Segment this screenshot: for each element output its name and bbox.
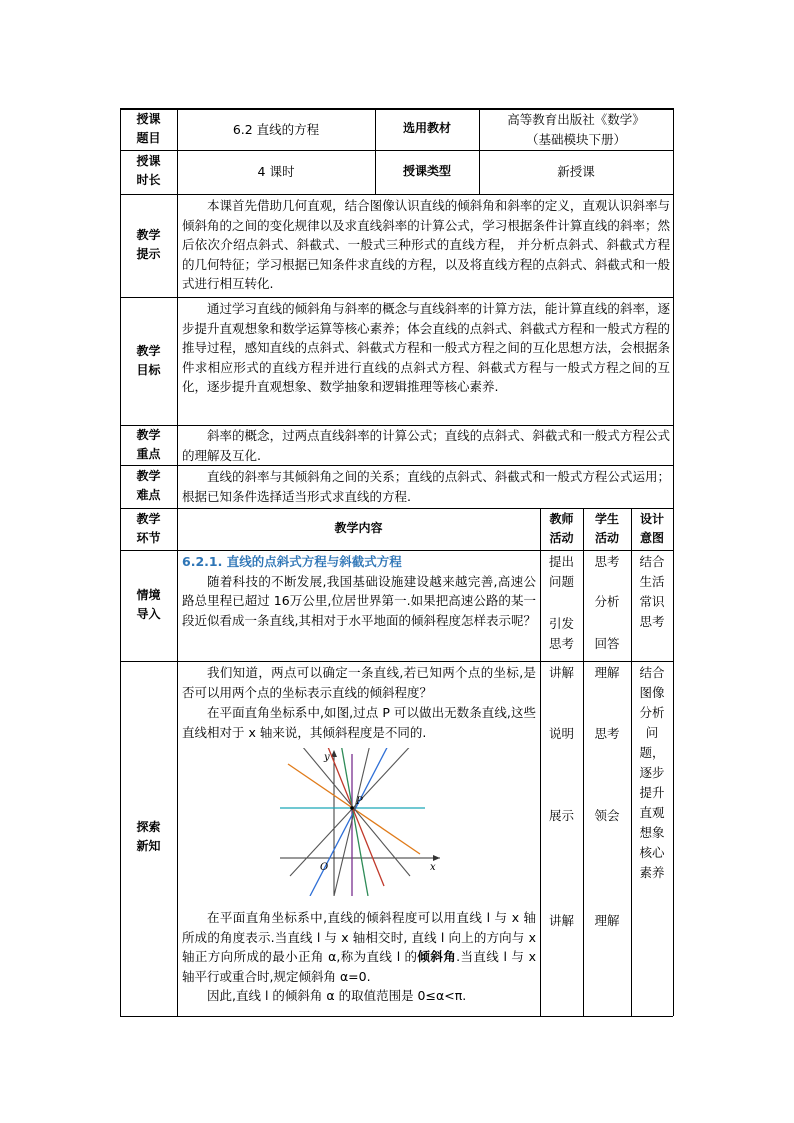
head-content: 教学内容	[334, 521, 383, 535]
row2-p3	[182, 908, 536, 986]
row2-p2: 在平面直角坐标系中,如图,过点 P 可以做出无数条直线,这些直线相对于 x 轴来说，其倾斜程度是不同的.	[182, 705, 536, 740]
diff-label: 教学 难点	[136, 469, 161, 502]
head-teacher: 教师 活动	[549, 512, 574, 545]
row2-step: 探索 新知	[136, 820, 161, 853]
row2-teacher-0: 讲解	[548, 665, 574, 680]
head-design: 设计 意图	[639, 512, 664, 545]
topic-label: 授课 题目	[136, 112, 161, 145]
point-p-label: P	[356, 796, 363, 807]
row1-student-c: 回答	[594, 636, 620, 651]
goal-text: 通过学习直线的倾斜角与斜率的概念与直线斜率的计算方法，能计算直线的斜率，逐步提升直观想象和数学运算等核心素养；体会直线的点斜式、斜截式方程和一般式方程的推导过程，感知直线的点斜式、斜截式方程和一般式方程之间的互化思想方法，会根据条件求相应形式的直线方程并进行直线的点斜式方程、斜截式方程与一般式方程之间的互化，逐步提升直观想象、数学抽象和逻辑推理等核心素养.	[182, 301, 670, 395]
row2-teacher-2: 展示	[548, 808, 574, 823]
type-label: 授课类型	[402, 164, 451, 178]
row1-section-title: 6.2.1. 直线的点斜式方程与斜截式方程	[182, 554, 402, 569]
row2-p3-bold: 倾斜角	[417, 949, 457, 965]
hours-label: 授课 时长	[136, 154, 161, 187]
origin-label: O	[320, 862, 329, 873]
row1-student-b: 分析	[594, 594, 620, 609]
key-text: 斜率的概念，过两点直线斜率的计算公式；直线的点斜式、斜截式和一般式方程公式的理解及互化.	[182, 428, 670, 463]
goal-label: 教学 目标	[136, 344, 161, 377]
point-p	[350, 806, 354, 810]
row1-design: 结合 生活 常识 思考	[639, 554, 665, 629]
textbook-label: 选用教材	[402, 121, 451, 135]
row2-student-3: 理解	[594, 913, 620, 928]
row2-teacher-1: 说明	[548, 726, 574, 741]
row1-teacher-b: 引发 思考	[548, 616, 574, 651]
topic-value: 6.2 直线的方程	[232, 122, 320, 137]
hours-value: 4 课时	[257, 164, 295, 179]
line-red	[326, 748, 384, 886]
type-value: 新授课	[557, 164, 595, 179]
row1-teacher-a: 提出 问题	[548, 554, 574, 589]
slope-lines-figure	[280, 748, 440, 896]
row1-step: 情境 导入	[136, 588, 161, 621]
row2-p4: 因此,直线 l 的倾斜角 α 的取值范围是 0≤α<π.	[207, 988, 467, 1003]
x-axis-arrow-icon	[433, 855, 440, 861]
textbook-value: 高等教育出版社《数学》 （基础模块下册）	[507, 112, 645, 147]
row2-p1: 我们知道，两点可以确定一条直线,若已知两个点的坐标,是否可以用两个点的坐标表示直线的倾斜程度？	[182, 665, 536, 700]
row2-design: 结合 图像 分析 问 题， 逐步 提升 直观 想象 核心 素养	[639, 665, 665, 880]
head-step: 教学 环节	[136, 512, 161, 545]
row2-teacher-3: 讲解	[548, 913, 574, 928]
head-student: 学生 活动	[594, 512, 619, 545]
row2-p3a: 在平面直角坐标系中,直线的倾斜程度可以用直线 l 与 x 轴所成的角度表示.当直线 l 与 x 轴相交时, 直线 l 向上的方向与 x 轴正方向所成的最小正角 α,称为直线 l 的	[182, 910, 536, 965]
row2-student-2: 领会	[594, 808, 620, 823]
row1-text: 随着科技的不断发展,我国基础设施建设越来越完善,高速公路总里程已超过 16万公里,位居世界第一.如果把高速公路的某一段近似看成一条直线,其相对于水平地面的倾斜程度怎样表示呢？	[182, 573, 536, 628]
key-label: 教学 重点	[136, 428, 161, 461]
row2-student-0: 理解	[594, 665, 620, 680]
row1-student-a: 思考	[594, 554, 620, 569]
diff-text: 直线的斜率与其倾斜角之间的关系；直线的点斜式、斜截式和一般式方程公式运用；根据已知条件选择适当形式求直线的方程.	[182, 469, 670, 504]
row2-student-1: 思考	[594, 726, 620, 741]
hint-text: 本课首先借助几何直观，结合图像认识直线的倾斜角和斜率的定义，直观认识斜率与倾斜角的之间的变化规律以及求直线斜率的计算公式，学习根据条件计算直线的斜率；然后依次介绍点斜式、斜截式、一般式三种形式的直线方程， 并分析点斜式、斜截式方程的几何特征；学习根据已知条件求直线的方程，以及将直线方程的点斜式、斜截式和一般式进行相互转化.	[182, 198, 670, 292]
line-gray-c	[302, 748, 410, 876]
hint-label: 教学 提示	[136, 228, 161, 261]
y-axis-label: y	[324, 752, 330, 763]
x-axis-label: x	[430, 862, 436, 873]
row2-p3b: .当直线 l 与 x 轴平行或重合时,规定倾斜角 α=0.	[182, 949, 536, 984]
